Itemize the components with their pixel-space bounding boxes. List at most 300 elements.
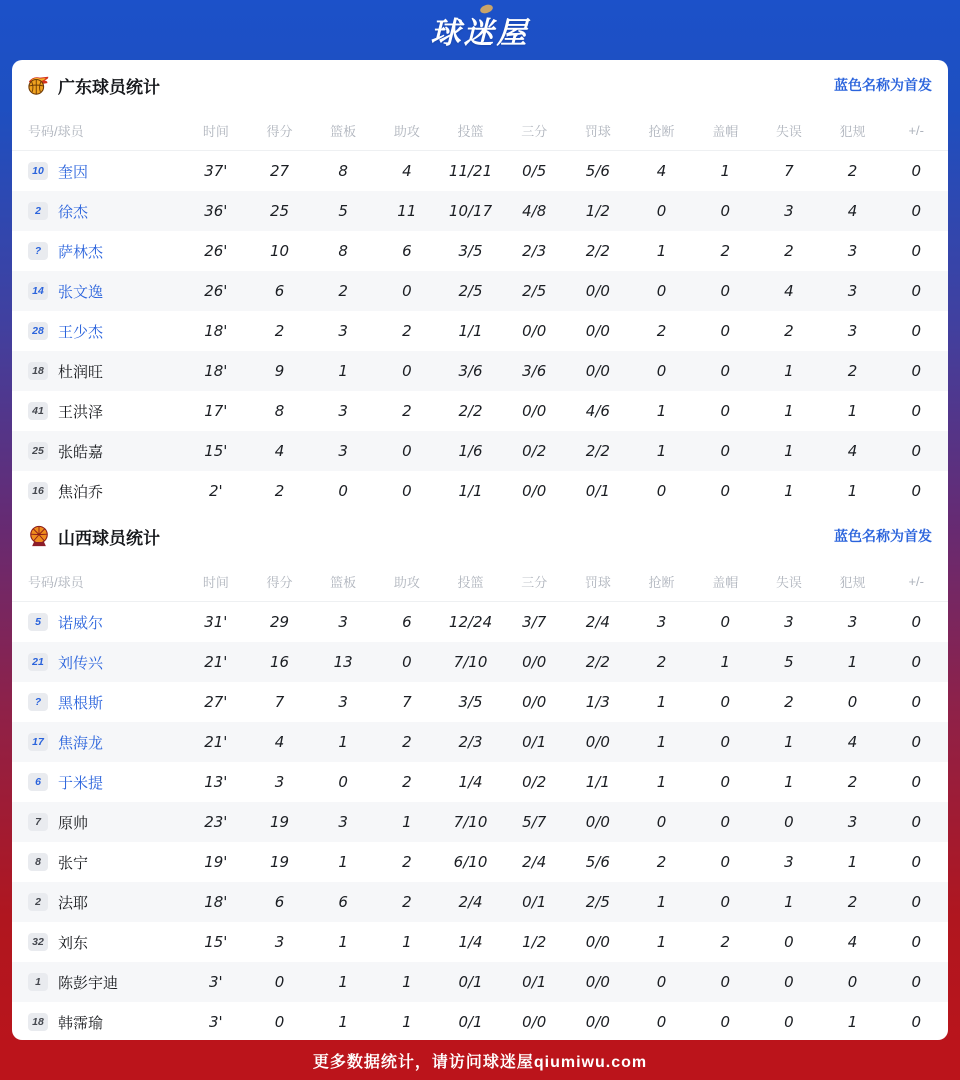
stat-cell: 0 (720, 733, 730, 751)
stat-cell: 15' (204, 442, 228, 460)
footer-banner[interactable] (0, 1040, 960, 1080)
stat-cell: 1 (402, 933, 412, 951)
player-row (12, 1002, 948, 1040)
stat-cell: 0 (911, 282, 921, 300)
stat-cell: 17' (204, 402, 228, 420)
stat-cell: 2 (402, 402, 412, 420)
stat-cell: 2 (402, 733, 412, 751)
stat-cell: 0/0 (522, 402, 547, 420)
stat-cell: 2 (274, 482, 285, 500)
player-cell (12, 361, 184, 382)
stat-cell: 3/7 (522, 613, 547, 631)
stat-cell: 1 (338, 853, 348, 871)
stat-cell: 2/5 (522, 282, 547, 300)
column-header-12: +/- (908, 122, 924, 138)
stat-cell: 11 (397, 202, 417, 220)
stat-cell: 1 (338, 973, 348, 991)
stat-cell: 3 (338, 613, 348, 631)
player-cell (12, 201, 184, 222)
stat-cell: 19 (269, 853, 290, 871)
stat-cell: 0 (911, 933, 921, 951)
stat-cell: 0 (402, 362, 412, 380)
stat-cell: 4 (402, 162, 412, 180)
player-name: 诺威尔 (58, 614, 104, 632)
stat-cell: 0 (656, 1013, 667, 1031)
column-header-2: 得分 (266, 123, 293, 139)
stat-cell: 0 (720, 202, 730, 220)
stat-cell: 8 (274, 402, 285, 420)
stat-cell: 6 (402, 613, 412, 631)
player-row (12, 962, 948, 1002)
column-header-1: 时间 (202, 574, 229, 590)
player-cell (12, 612, 184, 633)
stat-cell: 1 (784, 402, 794, 420)
stat-cell: 3 (847, 322, 858, 340)
stat-cell: 13 (333, 653, 353, 671)
stat-cell: 0 (911, 1013, 921, 1031)
player-row (12, 762, 948, 802)
table-header-row (12, 561, 948, 602)
stat-cell: 0 (911, 893, 921, 911)
stat-cell: 0 (911, 162, 921, 180)
stat-cell: 1 (720, 162, 730, 180)
player-row (12, 351, 948, 391)
stat-cell: 2 (847, 893, 858, 911)
player-name: 刘传兴 (58, 654, 104, 672)
stat-cell: 0 (720, 282, 730, 300)
column-header-12: +/- (908, 573, 924, 589)
stat-cell: 1/3 (585, 693, 610, 711)
stat-cell: 0/2 (522, 442, 547, 460)
stat-cell: 0 (720, 442, 730, 460)
stat-cell: 1 (338, 933, 348, 951)
player-row (12, 882, 948, 922)
player-number-badge: 41 (28, 402, 48, 420)
stat-cell: 3/5 (458, 242, 483, 260)
stat-cell: 4/6 (585, 402, 610, 420)
player-name: 于米提 (58, 774, 104, 792)
column-header-0: 号码/球员 (28, 123, 84, 139)
stat-cell: 0 (911, 322, 921, 340)
stat-cell: 0/0 (522, 482, 547, 500)
stat-cell: 2/2 (585, 442, 610, 460)
table-body (12, 151, 948, 511)
stat-cell: 8 (338, 242, 348, 260)
stat-cell: 6 (274, 893, 285, 911)
stat-cell: 1/4 (458, 773, 483, 791)
column-header-11: 犯规 (839, 123, 866, 139)
stat-cell: 0 (338, 773, 348, 791)
player-cell (12, 852, 184, 873)
stat-cell: 0 (656, 973, 667, 991)
stat-cell: 0/0 (585, 973, 610, 991)
stat-cell: 5/6 (585, 853, 610, 871)
stat-cell: 6 (402, 242, 412, 260)
stat-cell: 10 (269, 242, 290, 260)
site-logo[interactable] (431, 8, 530, 52)
stat-cell: 5 (784, 653, 794, 671)
stat-cell: 27 (269, 162, 290, 180)
player-name: 原帅 (58, 814, 89, 832)
stat-cell: 0 (720, 1013, 730, 1031)
column-header-11: 犯规 (839, 574, 866, 590)
column-header-1: 时间 (202, 123, 229, 139)
starter-legend: 蓝色名称为首发 (834, 528, 932, 544)
stat-cell: 1 (656, 442, 667, 460)
stat-cell: 3 (274, 933, 285, 951)
stat-cell: 21' (204, 653, 228, 671)
player-cell (12, 281, 184, 302)
player-name: 王洪泽 (58, 403, 104, 421)
player-cell (12, 241, 184, 262)
stat-cell: 2 (847, 773, 858, 791)
stat-cell: 1 (338, 733, 348, 751)
column-header-5: 投篮 (457, 574, 484, 590)
guangdong-tigers-logo-icon (28, 74, 50, 96)
player-name: 焦泊乔 (58, 483, 104, 501)
stat-cell: 6/10 (453, 853, 488, 871)
player-cell (12, 892, 184, 913)
stat-cell: 2 (784, 693, 794, 711)
player-number-badge: ? (28, 242, 48, 260)
stat-cell: 1/2 (522, 933, 547, 951)
stat-cell: 0 (911, 442, 921, 460)
player-cell (12, 812, 184, 833)
stat-cell: 0 (911, 973, 921, 991)
stat-cell: 18' (204, 893, 228, 911)
stat-cell: 2 (720, 242, 730, 260)
basketball-dot-icon (479, 3, 494, 15)
column-header-5: 投篮 (457, 123, 484, 139)
player-cell (12, 652, 184, 673)
player-name: 法耶 (58, 894, 89, 912)
stat-cell: 27' (204, 693, 228, 711)
stat-cell: 0 (911, 242, 921, 260)
stat-cell: 3 (338, 813, 348, 831)
player-number-badge: 18 (28, 362, 48, 380)
column-header-9: 盖帽 (712, 574, 739, 590)
stat-cell: 4 (847, 733, 858, 751)
player-number-badge: 10 (28, 162, 48, 180)
player-name: 韩霈瑜 (58, 1014, 104, 1032)
player-cell (12, 321, 184, 342)
stat-cell: 1 (784, 442, 794, 460)
player-number-badge: 5 (28, 613, 48, 631)
stat-cell: 2/5 (585, 893, 610, 911)
stat-cell: 0/1 (458, 973, 483, 991)
stat-cell: 1 (847, 1013, 858, 1031)
stat-cell: 0/2 (522, 773, 547, 791)
stat-cell: 0 (911, 482, 921, 500)
stat-cell: 0 (656, 362, 667, 380)
stat-cell: 18' (204, 322, 228, 340)
stat-cell: 5 (338, 202, 348, 220)
starter-legend: 蓝色名称为首发 (834, 77, 932, 93)
player-number-badge: 18 (28, 1013, 48, 1031)
stat-cell: 37' (204, 162, 228, 180)
stat-cell: 3 (847, 613, 858, 631)
stat-cell: 2/3 (522, 242, 547, 260)
stat-cell: 0 (720, 813, 730, 831)
player-row (12, 311, 948, 351)
stat-cell: 4 (847, 933, 858, 951)
stat-cell: 3 (784, 613, 794, 631)
column-header-4: 助攻 (393, 574, 420, 590)
stat-cell: 0 (720, 893, 730, 911)
player-row (12, 431, 948, 471)
shanxi-loongs-logo-icon (28, 525, 50, 547)
stat-cell: 0 (274, 973, 285, 991)
column-header-2: 得分 (266, 574, 293, 590)
stat-cell: 2 (847, 162, 858, 180)
stat-cell: 7/10 (453, 653, 488, 671)
stat-cell: 5/7 (522, 813, 547, 831)
player-row (12, 231, 948, 271)
stat-cell: 2/2 (585, 653, 610, 671)
stat-cell: 1 (784, 482, 794, 500)
stat-cell: 1 (656, 933, 667, 951)
stat-cell: 0 (720, 402, 730, 420)
stat-cell: 2/2 (585, 242, 610, 260)
column-header-10: 失误 (775, 574, 802, 590)
player-number-badge: 7 (28, 813, 48, 831)
player-cell (12, 1012, 184, 1033)
stat-cell: 11/21 (448, 162, 493, 180)
player-name: 张文逸 (58, 283, 104, 301)
stat-cell: 29 (269, 613, 290, 631)
stat-cell: 2/2 (458, 402, 483, 420)
stat-cell: 0 (784, 933, 794, 951)
stat-cell: 0 (720, 853, 730, 871)
top-banner (0, 0, 960, 60)
player-cell (12, 481, 184, 502)
stat-cell: 3 (338, 402, 348, 420)
stat-cell: 2 (402, 893, 412, 911)
stat-cell: 31' (204, 613, 228, 631)
stat-cell: 1 (847, 853, 858, 871)
stat-cell: 0 (720, 482, 730, 500)
player-row (12, 922, 948, 962)
stat-cell: 1/1 (458, 322, 483, 340)
player-row (12, 151, 948, 191)
column-header-8: 抢断 (648, 574, 675, 590)
stat-cell: 4 (847, 202, 858, 220)
section-header (12, 60, 948, 110)
stat-cell: 0 (656, 482, 667, 500)
player-cell (12, 692, 184, 713)
player-name: 黑根斯 (58, 694, 104, 712)
stat-cell: 0/0 (585, 282, 610, 300)
stat-cell: 0 (720, 322, 730, 340)
player-row (12, 602, 948, 642)
stat-cell: 1/2 (585, 202, 610, 220)
stat-cell: 2 (720, 933, 730, 951)
site-logo-text: 球迷屋 (430, 17, 530, 50)
player-number-badge: 16 (28, 482, 48, 500)
stat-cell: 1 (656, 733, 667, 751)
player-number-badge: 8 (28, 853, 48, 871)
stat-cell: 4 (656, 162, 667, 180)
column-header-6: 三分 (521, 574, 548, 590)
stat-cell: 2 (656, 653, 667, 671)
player-number-badge: 25 (28, 442, 48, 460)
stat-cell: 4/8 (522, 202, 547, 220)
stat-cell: 0 (911, 362, 921, 380)
stat-cell: 0/1 (585, 482, 610, 500)
stat-cell: 3 (656, 613, 667, 631)
player-row (12, 471, 948, 511)
stat-cell: 0 (402, 653, 412, 671)
player-row (12, 391, 948, 431)
stat-cell: 26' (204, 242, 228, 260)
stat-cell: 2 (784, 322, 794, 340)
player-row (12, 722, 948, 762)
stat-cell: 2/4 (522, 853, 547, 871)
player-name: 萨林杰 (58, 243, 104, 261)
stat-cell: 0 (274, 1013, 285, 1031)
stat-cell: 0/1 (522, 973, 547, 991)
section-title: 广东球员统计 (58, 77, 160, 97)
stat-cell: 1 (656, 893, 667, 911)
stat-cell: 2 (338, 282, 348, 300)
stat-cell: 1 (784, 893, 794, 911)
player-number-badge: 32 (28, 933, 48, 951)
stat-cell: 2' (209, 482, 223, 500)
stat-cell: 1 (847, 402, 858, 420)
stat-cell: 0 (784, 1013, 794, 1031)
stat-cell: 0 (402, 482, 412, 500)
table-header-row (12, 110, 948, 151)
stat-cell: 7/10 (453, 813, 488, 831)
player-name: 焦海龙 (58, 734, 104, 752)
stat-cell: 0 (911, 613, 921, 631)
column-header-10: 失误 (775, 123, 802, 139)
stat-cell: 7 (274, 693, 285, 711)
stat-cell: 0/0 (522, 322, 547, 340)
column-header-4: 助攻 (393, 123, 420, 139)
stat-cell: 1 (784, 362, 794, 380)
stat-cell: 1/6 (458, 442, 483, 460)
player-number-badge: 17 (28, 733, 48, 751)
stat-cell: 1 (656, 242, 667, 260)
stat-cell: 0 (847, 693, 858, 711)
player-cell (12, 972, 184, 993)
stat-cell: 1 (338, 362, 348, 380)
stat-cell: 0/0 (585, 933, 610, 951)
stat-cell: 10/17 (448, 202, 493, 220)
stat-cell: 0/0 (585, 322, 610, 340)
column-header-9: 盖帽 (712, 123, 739, 139)
stat-cell: 6 (338, 893, 348, 911)
player-cell (12, 772, 184, 793)
stat-cell: 3 (847, 813, 858, 831)
stat-cell: 5/6 (585, 162, 610, 180)
player-cell (12, 401, 184, 422)
stats-card (12, 60, 948, 1040)
section-title: 山西球员统计 (58, 528, 160, 548)
player-name: 张皓嘉 (58, 443, 104, 461)
footer-text: 更多数据统计，请访问球迷屋qiumiwu.com (312, 1053, 648, 1071)
stat-cell: 1 (847, 653, 858, 671)
stat-cell: 2 (784, 242, 794, 260)
stat-cell: 18' (204, 362, 228, 380)
stat-cell: 1/1 (458, 482, 483, 500)
stat-cell: 2 (402, 853, 412, 871)
player-name: 刘东 (58, 934, 89, 952)
player-number-badge: 2 (28, 893, 48, 911)
player-number-badge: 6 (28, 773, 48, 791)
column-header-7: 罚球 (584, 123, 611, 139)
stat-cell: 0 (911, 693, 921, 711)
player-number-badge: 21 (28, 653, 48, 671)
stat-cell: 3/5 (458, 693, 483, 711)
stat-cell: 0/0 (522, 653, 547, 671)
player-name: 徐杰 (58, 203, 89, 221)
stat-cell: 3/6 (458, 362, 483, 380)
stat-cell: 1 (847, 482, 858, 500)
stat-cell: 4 (847, 442, 858, 460)
stat-cell: 0/0 (585, 733, 610, 751)
stat-cell: 8 (338, 162, 348, 180)
stat-cell: 26' (204, 282, 228, 300)
stat-cell: 3 (274, 773, 285, 791)
stat-cell: 1/1 (585, 773, 610, 791)
column-header-0: 号码/球员 (28, 574, 84, 590)
team-section-shanxi (12, 511, 948, 1040)
stat-cell: 3 (338, 693, 348, 711)
player-name: 王少杰 (58, 323, 104, 341)
player-number-badge: ? (28, 693, 48, 711)
stat-cell: 0/0 (585, 1013, 610, 1031)
column-header-3: 篮板 (330, 574, 357, 590)
player-cell (12, 732, 184, 753)
stat-cell: 0/0 (585, 813, 610, 831)
stat-cell: 0 (847, 973, 858, 991)
stat-cell: 1/4 (458, 933, 483, 951)
stat-cell: 0/1 (522, 893, 547, 911)
stat-cell: 2/4 (585, 613, 610, 631)
stat-cell: 0 (402, 282, 412, 300)
stat-cell: 0 (784, 813, 794, 831)
stat-cell: 0 (338, 482, 348, 500)
stat-cell: 0/1 (458, 1013, 483, 1031)
player-name: 张宁 (58, 854, 89, 872)
column-header-8: 抢断 (648, 123, 675, 139)
player-row (12, 642, 948, 682)
stat-cell: 0 (720, 613, 730, 631)
stat-cell: 1 (656, 773, 667, 791)
stat-cell: 2 (402, 322, 412, 340)
stat-cell: 3 (847, 282, 858, 300)
stat-cell: 0 (720, 973, 730, 991)
stat-cell: 3' (209, 1013, 223, 1031)
player-row (12, 802, 948, 842)
stat-cell: 15' (204, 933, 228, 951)
stat-cell: 0 (911, 402, 921, 420)
stat-cell: 0 (656, 202, 667, 220)
stat-cell: 0 (911, 653, 921, 671)
player-number-badge: 2 (28, 202, 48, 220)
stat-cell: 1 (402, 1013, 412, 1031)
stat-cell: 0 (911, 813, 921, 831)
stat-cell: 3 (784, 853, 794, 871)
stat-cell: 0 (784, 973, 794, 991)
stat-cell: 16 (269, 653, 290, 671)
stat-cell: 23' (204, 813, 228, 831)
stat-cell: 7 (402, 693, 412, 711)
player-cell (12, 932, 184, 953)
stat-cell: 19' (204, 853, 228, 871)
